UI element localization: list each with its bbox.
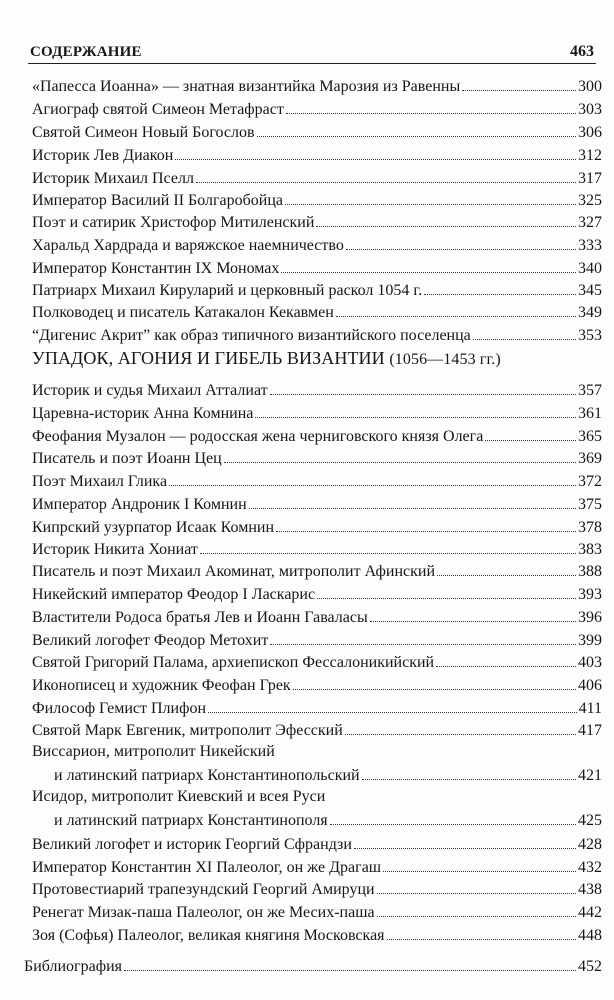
toc-entry-title: Никейский император Феодор I Ласкарис [32, 586, 316, 603]
header-page-number: 463 [570, 43, 594, 60]
dot-leader [285, 188, 576, 205]
dot-leader [175, 143, 576, 160]
toc-entry[interactable] [32, 537, 602, 559]
toc-entry[interactable] [32, 233, 602, 255]
toc-entry[interactable] [32, 786, 602, 830]
toc-entry-title: Писатель и поэт Михаил Акоминат, митрополит Афинский [32, 563, 436, 580]
toc-entry[interactable] [32, 673, 602, 695]
dot-leader [200, 537, 576, 554]
toc-entry-title: Патриарх Михаил Кируларий и церковный раскол 1054 г. [32, 282, 423, 299]
toc-entry[interactable] [32, 446, 602, 468]
dot-leader [485, 424, 576, 441]
toc-entry-title: Император Константин XI Палеолог, он же Драгаш [32, 859, 382, 876]
dot-leader [473, 323, 576, 340]
toc-entry-title: Святой Симеон Новый Богослов [32, 124, 255, 141]
toc-entry-title: Виссарион, митрополит Никейский [32, 743, 275, 760]
toc-entry[interactable] [32, 256, 602, 278]
toc-entry[interactable] [32, 832, 602, 854]
toc-entry[interactable] [32, 143, 602, 165]
toc-entry-title: Император Василий II Болгаробойца [32, 192, 284, 209]
toc-entry-title: Поэт Михаил Глика [32, 473, 168, 490]
toc-entry-page: 375 [578, 496, 602, 513]
toc-entry-page: 432 [578, 859, 602, 876]
dot-leader [208, 696, 577, 713]
toc-entry-title: Исидор, митрополит Киевский и всея Руси [32, 788, 326, 805]
toc-entry-page: 300 [578, 78, 602, 95]
dot-leader [196, 166, 576, 183]
toc-entry-title: Царевна-историк Анна Комнина [32, 405, 254, 422]
toc-entry-page: 365 [578, 428, 602, 445]
dot-leader [293, 673, 576, 690]
toc-entry-title: Святой Марк Евгеник, митрополит Эфесский [32, 722, 343, 739]
toc-entry-title: Великий логофет и историк Георгий Сфрандзи [32, 836, 352, 853]
toc-entry-title: Поэт и сатирик Христофор Митиленский [32, 214, 315, 231]
toc-entry[interactable] [32, 877, 602, 899]
toc-entry-page: 393 [578, 586, 602, 603]
dot-leader [377, 877, 576, 894]
section-title: УПАДОК, АГОНИЯ И ГИБЕЛЬ ВИЗАНТИИ [32, 348, 385, 368]
toc-entry-page: 383 [578, 541, 602, 558]
toc-entry[interactable] [32, 300, 602, 322]
toc-entry-page: 428 [578, 836, 602, 853]
toc-entry-title: Ренегат Мизак-паша Палеолог, он же Месих-паша [32, 904, 375, 921]
toc-entry-title: Кипрский узурпатор Исаак Комнин [32, 519, 275, 536]
toc-entry-page: 396 [578, 609, 602, 626]
toc-entry-page: 317 [578, 170, 602, 187]
toc-entry-page: 372 [578, 473, 602, 490]
toc-entry[interactable] [32, 210, 602, 232]
toc-entry[interactable] [32, 97, 602, 119]
toc-entry-page: 345 [578, 282, 602, 299]
toc-entry[interactable] [32, 515, 602, 537]
dot-leader [354, 832, 576, 849]
toc-entry[interactable] [32, 696, 602, 718]
dot-leader [362, 763, 576, 780]
dot-leader [336, 300, 576, 317]
toc-entry-page: 361 [578, 405, 602, 422]
dot-leader [281, 256, 576, 273]
toc-entry-title: Зоя (Софья) Палеолог, великая княгиня Московская [32, 927, 385, 944]
toc-entry-title: Агиограф святой Симеон Метафраст [32, 101, 284, 118]
toc-entry-page: 327 [578, 214, 602, 231]
toc-entry-title: Харальд Хардрада и варяжское наемничество [32, 237, 344, 254]
toc-entry[interactable] [32, 469, 602, 491]
toc-entry-page: 411 [578, 700, 602, 717]
toc-entry[interactable] [32, 559, 602, 581]
dot-leader [377, 900, 576, 917]
dot-leader [276, 515, 576, 532]
dot-leader [387, 923, 576, 940]
toc-entry[interactable] [32, 188, 602, 210]
section-heading [32, 348, 501, 369]
dot-leader [316, 210, 576, 227]
toc-entry-page: 378 [578, 519, 602, 536]
toc-entry-title: Протовестиарий трапезундский Георгий Амируци [32, 881, 375, 898]
toc-entry[interactable] [32, 401, 602, 423]
toc-entry-page: 442 [578, 904, 602, 921]
toc-entry-page: 399 [578, 632, 602, 649]
toc-entry[interactable] [32, 605, 602, 627]
dot-leader [249, 492, 576, 509]
dot-leader [346, 233, 576, 250]
toc-entry-page: 425 [578, 812, 602, 829]
toc-entry-title: Историк Лев Диакон [32, 147, 174, 164]
toc-entry[interactable] [32, 278, 602, 300]
toc-entry-page: 312 [578, 147, 602, 164]
header-title: СОДЕРЖАНИЕ [30, 44, 142, 60]
toc-entry[interactable] [32, 741, 602, 785]
toc-entry[interactable] [32, 923, 602, 945]
toc-entry[interactable] [32, 650, 602, 672]
toc-entry-page: 448 [578, 927, 602, 944]
toc-entry-page: 406 [578, 677, 602, 694]
toc-entry-title: Историк Михаил Пселл [32, 170, 194, 187]
dot-leader [383, 855, 576, 872]
toc-entry-bibliography[interactable] [24, 954, 602, 976]
toc-entry-page: 438 [578, 881, 602, 898]
section-years: (1056—1453 гг.) [389, 351, 501, 368]
toc-entry-title: Святой Григорий Палама, архиепископ Фессалоникийский [32, 654, 435, 671]
toc-entry[interactable] [32, 718, 602, 740]
dot-leader [286, 97, 576, 114]
dot-leader [257, 120, 576, 137]
toc-entry[interactable] [32, 900, 602, 922]
toc-entry-page: 333 [578, 237, 602, 254]
toc-entry[interactable] [32, 628, 602, 650]
dot-leader [345, 718, 576, 735]
toc-entry-title-continued: и латинский патриарх Константинополя [54, 812, 328, 829]
toc-entry[interactable] [32, 323, 602, 345]
toc-entry[interactable] [32, 582, 602, 604]
toc-entry[interactable] [32, 120, 602, 142]
dot-leader [462, 74, 576, 91]
toc-entry-title: Философ Гемист Плифон [32, 700, 206, 717]
toc-entry-page: 353 [578, 327, 602, 344]
toc-entry-title: “Дигенис Акрит” как образ типичного византийского поселенца [32, 327, 471, 344]
toc-entry-page: 421 [578, 767, 602, 784]
toc-entry[interactable] [32, 424, 602, 446]
dot-leader [424, 278, 576, 295]
toc-entry-title: Историк и судья Михаил Атталиат [32, 382, 268, 399]
dot-leader [330, 808, 576, 825]
toc-entry-page: 452 [578, 958, 602, 975]
toc-entry-title: «Папесса Иоанна» — знатная византийка Марозия из Равенны [32, 78, 461, 95]
toc-entry-title: Писатель и поэт Иоанн Цец [32, 450, 222, 467]
toc-entry-page: 388 [578, 563, 602, 580]
toc-entry-title: Феофания Музалон — родосская жена черниговского князя Олега [32, 428, 484, 445]
toc-entry-page: 349 [578, 304, 602, 321]
toc-entry-title: Великий логофет Феодор Метохит [32, 632, 269, 649]
toc-entry-page: 325 [578, 192, 602, 209]
dot-leader [436, 650, 576, 667]
dot-leader [270, 628, 576, 645]
dot-leader [255, 401, 576, 418]
toc-entry-page: 303 [578, 101, 602, 118]
dot-leader [169, 469, 576, 486]
dot-leader [224, 446, 576, 463]
dot-leader [270, 378, 576, 395]
toc-entry-page: 369 [578, 450, 602, 467]
dot-leader [370, 605, 576, 622]
toc-entry-title: Иконописец и художник Феофан Грек [32, 677, 291, 694]
toc-entry[interactable] [32, 74, 602, 96]
toc-entry[interactable] [32, 378, 602, 400]
dot-leader [317, 582, 576, 599]
toc-entry-title: Император Константин IX Мономах [32, 260, 280, 277]
toc-entry[interactable] [32, 492, 602, 514]
toc-entry-title: Историк Никита Хониат [32, 541, 198, 558]
dot-leader [437, 559, 576, 576]
dot-leader [124, 954, 576, 971]
toc-entry[interactable] [32, 166, 602, 188]
toc-entry-page: 357 [578, 382, 602, 399]
toc-entry-page: 306 [578, 124, 602, 141]
toc-entry-title: Властители Родоса братья Лев и Иоанн Гаваласы [32, 609, 368, 626]
toc-entry-title: Император Андроник I Комнин [32, 496, 247, 513]
toc-entry-page: 403 [578, 654, 602, 671]
toc-entry-title: Библиография [24, 958, 122, 975]
toc-entry-title: Полководец и писатель Катакалон Кекавмен [32, 304, 334, 321]
toc-entry-page: 417 [578, 722, 602, 739]
toc-entry[interactable] [32, 855, 602, 877]
toc-entry-title-continued: и латинский патриарх Константинопольский [54, 767, 360, 784]
toc-entry-page: 340 [578, 260, 602, 277]
